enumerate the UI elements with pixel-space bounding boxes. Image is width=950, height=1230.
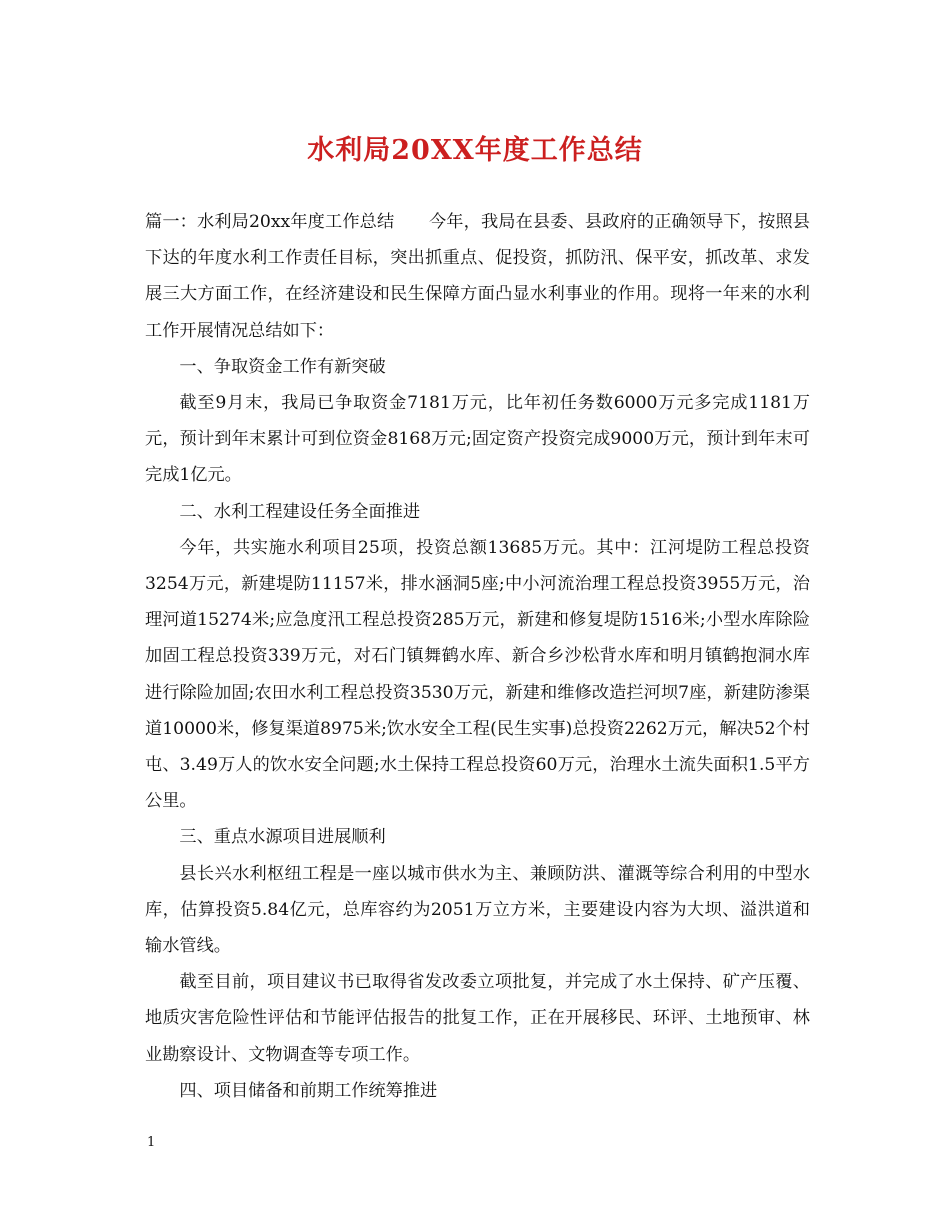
section-heading-4: 四、项目储备和前期工作统筹推进 [179,1080,438,1101]
body-paragraph-funding: 截至9月末，我局已争取资金7181万元，比年初任务数6000万元多完成1181万元，预计到年末累计可到位资金8168万元;固定资产投资完成9000万元，预计到年末可完成1亿元。 [145,393,810,486]
body-paragraph-progress: 截至目前，项目建议书已取得省发改委立项批复，并完成了水土保持、矿产压覆、地质灾害危险性评估和节能评估报告的批复工作，正在开展移民、环评、土地预审、林业勘察设计、文物调查等专项工作。 [145,972,810,1065]
body-paragraph-projects: 今年，共实施水利项目25项，投资总额13685万元。其中：江河堤防工程总投资3254万元，新建堤防11157米，排水涵洞5座;中小河流治理工程总投资3955万元，治理河道15274米;应急度汛工程总投资285万元，新建和修复堤防1516米;小型水库除险加固工程总投资339万元，对石门镇舞鹤水库、新合乡沙松背水库和明月镇鹤抱洞水库进行除险加固;农田水利工程总投资3530万元，新建和维修改造拦河坝7座，新建防渗渠道10000米，修复渠道8975米;饮水安全工程(民生实事)总投资2262万元，解决52个村屯、3.49万人的饮水安全问题;水土保持工程总投资60万元，治理水土流失面积1.5平方公里。 [145,537,810,812]
section-heading-1: 一、争取资金工作有新突破 [179,356,386,377]
document-body [145,204,810,1109]
section-heading-3: 三、重点水源项目进展顺利 [179,827,386,848]
page-number: 1 [147,1135,156,1150]
document-title: 水利局20XX年度工作总结 [307,135,643,166]
intro-paragraph: 篇一：水利局20xx年度工作总结 今年，我局在县委、县政府的正确领导下，按照县下达的年度水利工作责任目标，突出抓重点、促投资，抓防汛、保平安，抓改革、求发展三大方面工作，在经济建设和民生保障方面凸显水利事业的作用。现将一年来的水利工作开展情况总结如下： [145,212,810,341]
body-paragraph-reservoir: 县长兴水利枢纽工程是一座以城市供水为主、兼顾防洪、灌溉等综合利用的中型水库，估算投资5.84亿元，总库容约为2051万立方米，主要建设内容为大坝、溢洪道和输水管线。 [145,863,810,957]
section-heading-2: 二、水利工程建设任务全面推进 [179,501,421,522]
